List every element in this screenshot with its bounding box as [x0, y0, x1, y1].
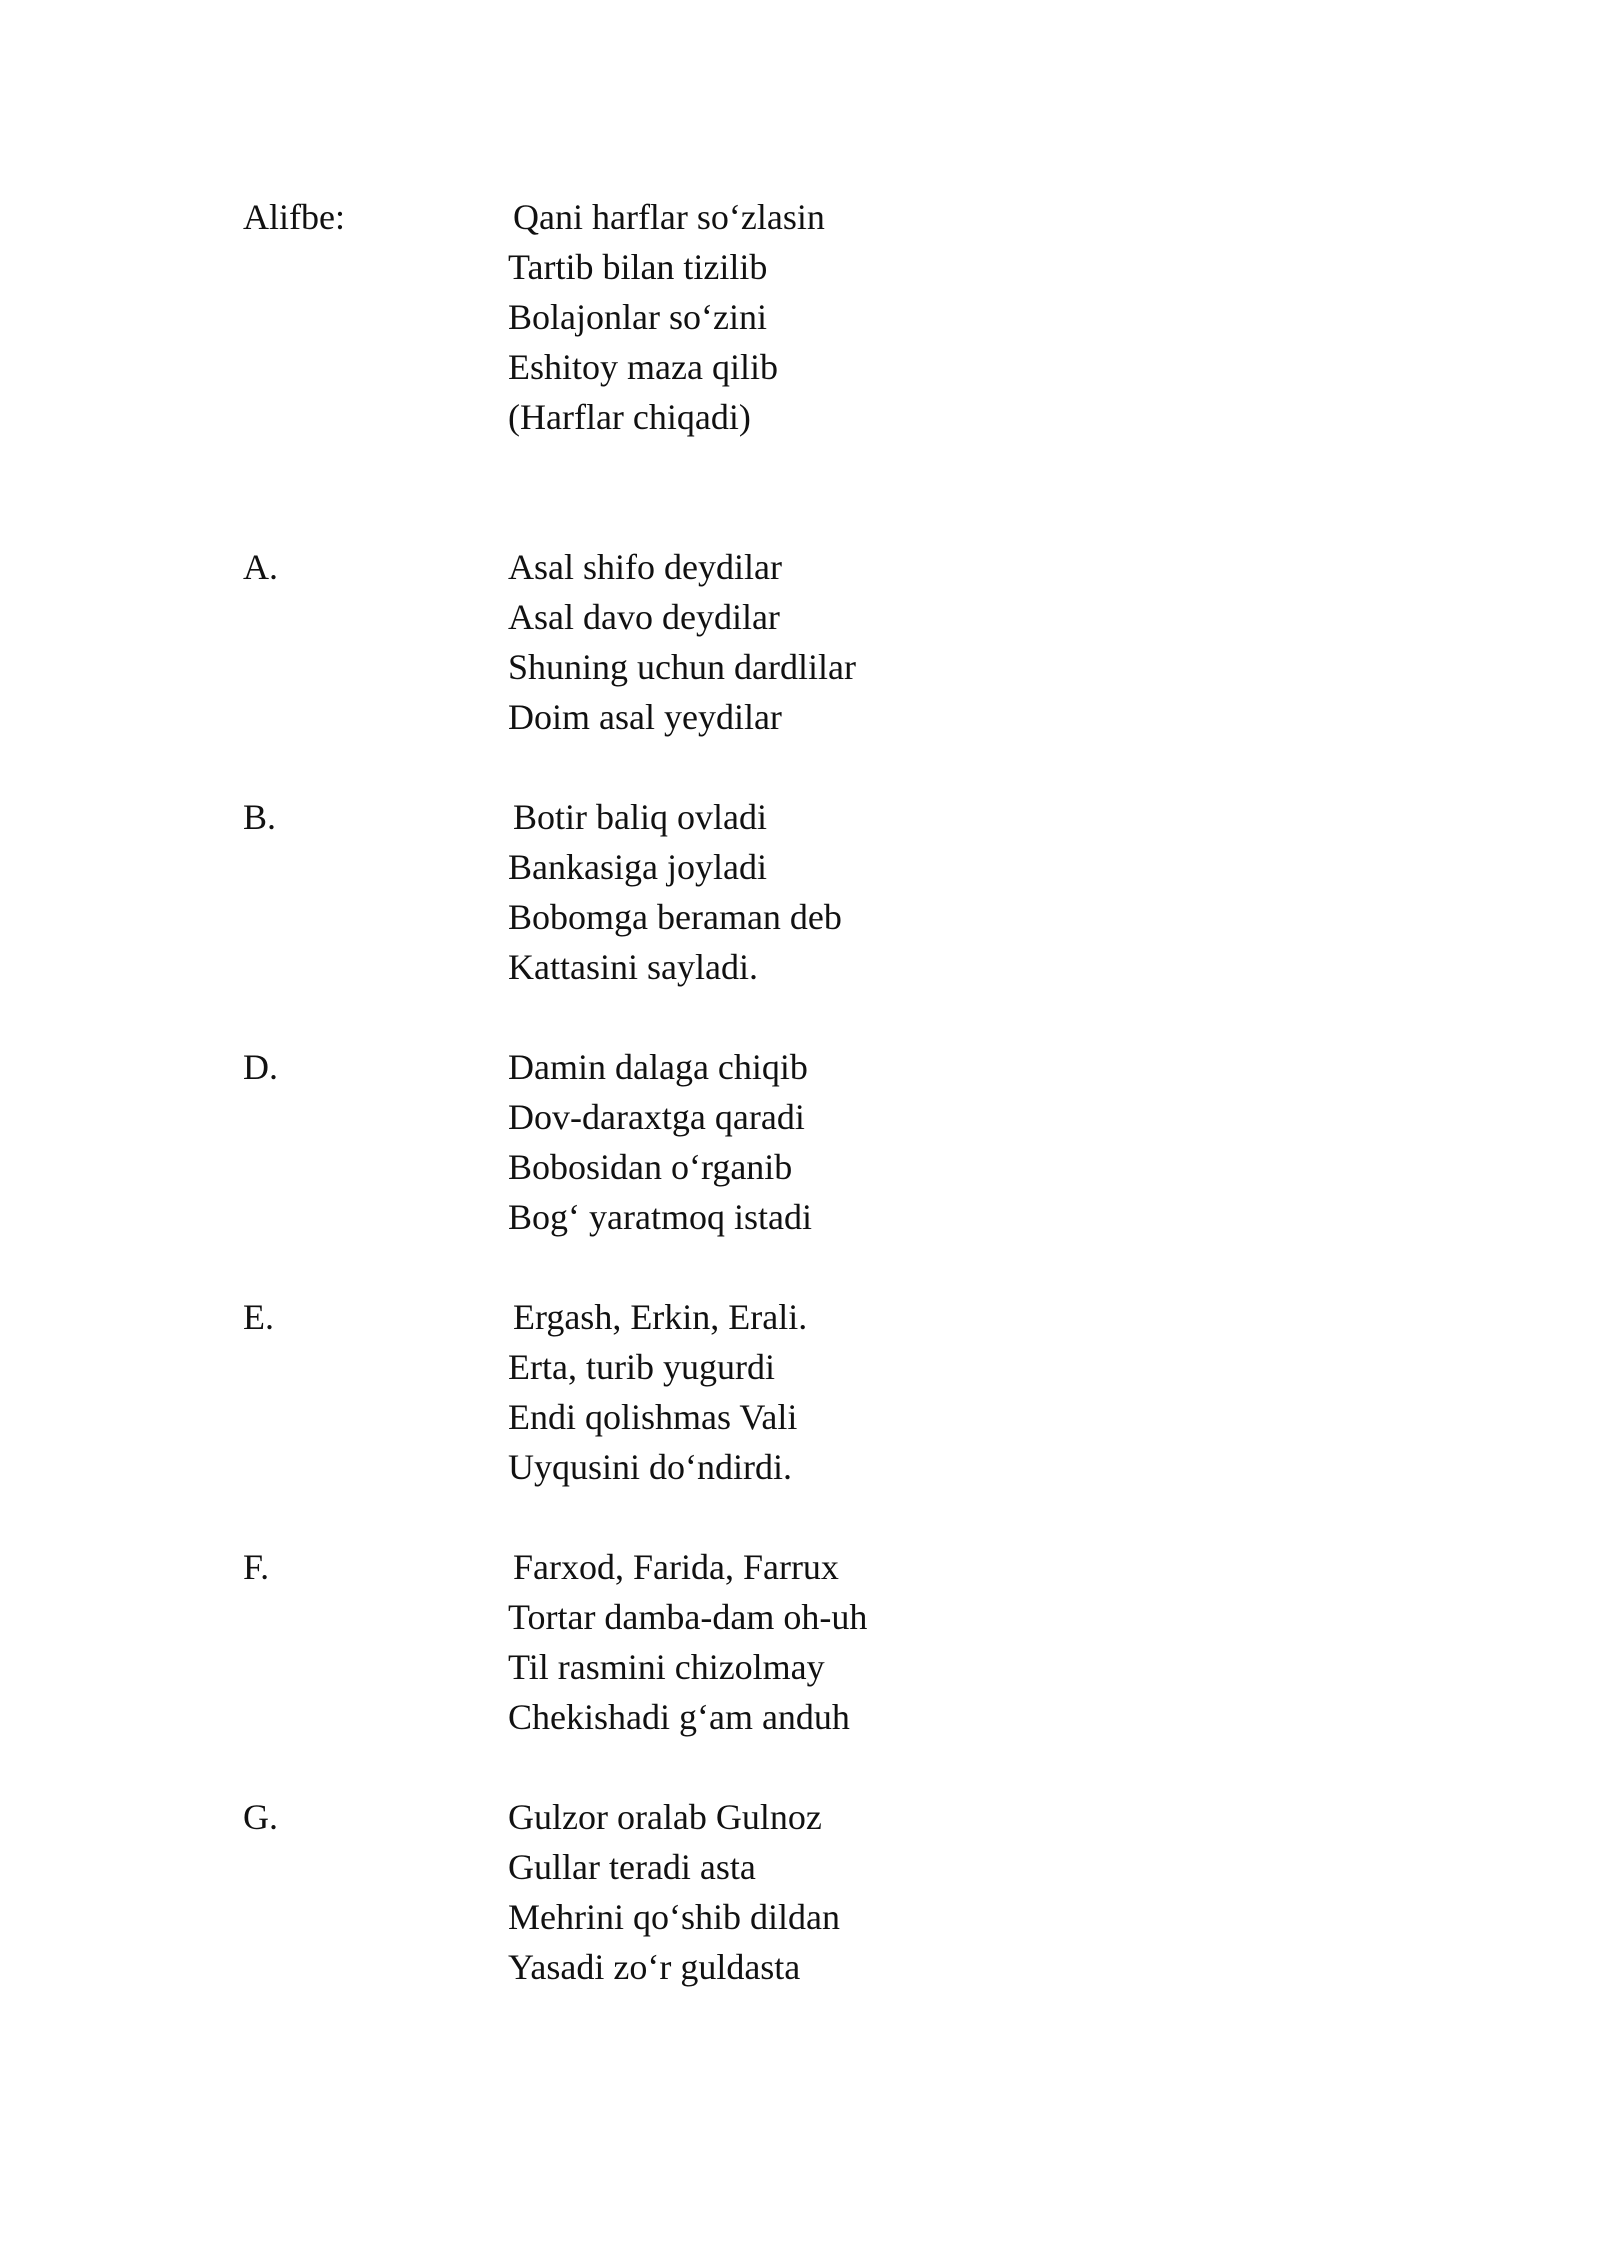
stanza-label: B. — [243, 797, 277, 837]
stanza-label: E. — [243, 1297, 274, 1337]
stanza-lines — [508, 1792, 840, 1992]
stanza-label: A. — [243, 547, 278, 587]
verse-line: Uyqusini do‘ndirdi. — [508, 1447, 792, 1487]
stanza-lines — [508, 792, 842, 992]
verse-line: Endi qolishmas Vali — [508, 1397, 798, 1437]
verse-line: Yasadi zo‘r guldasta — [508, 1947, 801, 1987]
stanza-lines — [508, 1292, 807, 1492]
stanza-lines — [508, 192, 825, 442]
verse-line: Tortar damba-dam oh-uh — [508, 1597, 868, 1637]
stanza-g — [243, 1792, 1443, 2002]
stanza-lines — [508, 542, 856, 742]
stanza-lines — [508, 1042, 812, 1242]
verse-line: Til rasmini chizolmay — [508, 1647, 825, 1687]
verse-line: Bobomga beraman deb — [508, 897, 842, 937]
verse-line: Botir baliq ovladi — [513, 797, 767, 837]
stanza-a — [243, 542, 1443, 752]
stanza-b — [243, 792, 1443, 1002]
verse-line: Doim asal yeydilar — [508, 697, 782, 737]
verse-line: Erta, turib yugurdi — [508, 1347, 775, 1387]
stanza-label: F. — [243, 1547, 270, 1587]
stanza-label: D. — [243, 1047, 278, 1087]
verse-line: Qani harflar so‘zlasin — [513, 197, 825, 237]
verse-line: Asal davo deydilar — [508, 597, 780, 637]
stanza-label: Alifbe: — [243, 197, 345, 237]
verse-line: Eshitoy maza qilib — [508, 347, 778, 387]
stanza-label: G. — [243, 1797, 278, 1837]
verse-line: Bankasiga joyladi — [508, 847, 767, 887]
verse-line: Bolajonlar so‘zini — [508, 297, 767, 337]
stanza-e — [243, 1292, 1443, 1502]
verse-line: Chekishadi g‘am anduh — [508, 1697, 850, 1737]
stanza-lines — [508, 1542, 867, 1742]
verse-line: Bog‘ yaratmoq istadi — [508, 1197, 812, 1237]
verse-line: (Harflar chiqadi) — [508, 397, 751, 437]
verse-line: Tartib bilan tizilib — [508, 247, 768, 287]
verse-line: Gullar teradi asta — [508, 1847, 756, 1887]
verse-line: Kattasini sayladi. — [508, 947, 758, 987]
verse-line: Gulzor oralab Gulnoz — [508, 1797, 822, 1837]
stanza-d — [243, 1042, 1443, 1252]
verse-line: Shuning uchun dardlilar — [508, 647, 856, 687]
verse-line: Dov-daraxtga qaradi — [508, 1097, 805, 1137]
verse-line: Mehrini qo‘shib dildan — [508, 1897, 840, 1937]
stanza-alifbe — [243, 192, 1443, 437]
verse-line: Ergash, Erkin, Erali. — [513, 1297, 808, 1337]
verse-line: Damin dalaga chiqib — [508, 1047, 808, 1087]
verse-line: Bobosidan o‘rganib — [508, 1147, 793, 1187]
verse-line: Asal shifo deydilar — [508, 547, 782, 587]
stanza-f — [243, 1542, 1443, 1752]
verse-line: Farxod, Farida, Farrux — [513, 1547, 839, 1587]
